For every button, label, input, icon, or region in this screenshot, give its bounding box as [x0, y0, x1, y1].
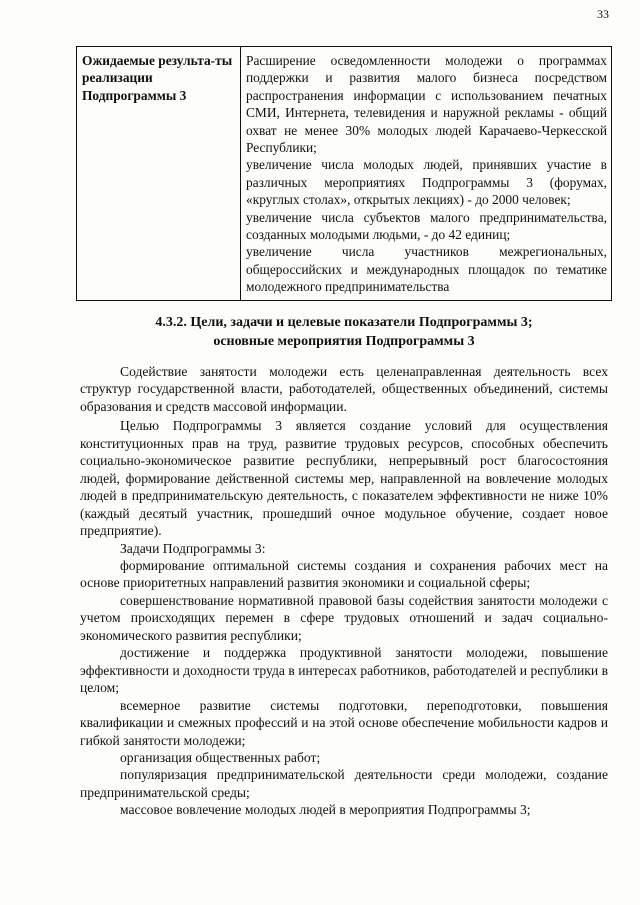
paragraph: Целью Подпрограммы 3 является создание условий для осуществления конституционных прав на труд, развитие трудовых ресурсов, способных обеспечить социально-экономическое развитие республики, непрерывный рост благосостояния людей, формирование действенной системы мер, направленной на вовлечение молодых людей в предпринимательскую деятельность, с показателем эффективности не ниже 10% (каждый десятый участник, прошедший очное модульное обучение, создает новое предприятие).: [80, 418, 608, 539]
section-heading: [76, 313, 612, 351]
result-item: увеличение числа участников межрегиональных, общероссийских и международных площадок по тематике молодежного предпринимательства: [246, 244, 607, 295]
body-text: [80, 363, 608, 819]
task-item: популяризация предпринимательской деятельности среди молодежи, создание предпринимательской среды;: [80, 767, 608, 800]
task-item: достижение и поддержка продуктивной занятости молодежи, повышение эффективности и доходности труда в интересах работников, работодателей и республики в целом;: [80, 645, 608, 696]
task-item: совершенствование нормативной правовой базы содействия занятости молодежи с учетом происходящих перемен в сфере трудовых отношений и задач социально-экономического развития республики;: [80, 592, 608, 643]
result-item: Расширение осведомленности молодежи о программах поддержки и развития малого бизнеса посредством распространения информации с использованием печатных СМИ, Интернета, телевидения и наружной рекламы - общий охват не менее 30% молодых людей Карачаево-Черкесской Республики;: [246, 53, 607, 156]
results-label-cell: Ожидаемые результа-ты реализации Подпрограммы 3: [77, 47, 241, 301]
paragraph: Содействие занятости молодежи есть целенаправленная деятельность всех структур государственной власти, работодателей, общественных объединений, системы образования и средств массовой информации.: [80, 364, 608, 414]
results-content-cell: [241, 47, 612, 301]
page-number: 33: [597, 7, 609, 21]
section-heading-line2: основные мероприятия Подпрограммы 3: [213, 334, 475, 349]
task-item: формирование оптимальной системы создания и сохранения рабочих мест на основе приоритетных направлений развития экономики и социальной сферы;: [80, 557, 608, 591]
task-item: всемерное развитие системы подготовки, переподготовки, повышения квалификации и смежных профессий и на этой основе обеспечение мобильности кадров и гибкой занятости молодежи;: [80, 697, 608, 748]
result-item: увеличение числа молодых людей, принявших участие в различных мероприятиях Подпрограммы 3 (форумах, «круглых столах», открытых лекциях) - до 2000 человек;: [246, 157, 607, 208]
expected-results-table: [76, 46, 612, 301]
task-item: массовое вовлечение молодых людей в мероприятия Подпрограммы 3;: [120, 802, 531, 818]
paragraph: Задачи Подпрограммы 3:: [120, 540, 266, 556]
section-heading-line1: 4.3.2. Цели, задачи и целевые показатели Подпрограммы 3;: [155, 315, 533, 330]
task-item: организация общественных работ;: [120, 749, 321, 765]
table-row: [77, 47, 612, 301]
result-item: увеличение числа субъектов малого предпринимательства, созданных молодыми людьми, - до 42 единиц;: [246, 209, 607, 243]
